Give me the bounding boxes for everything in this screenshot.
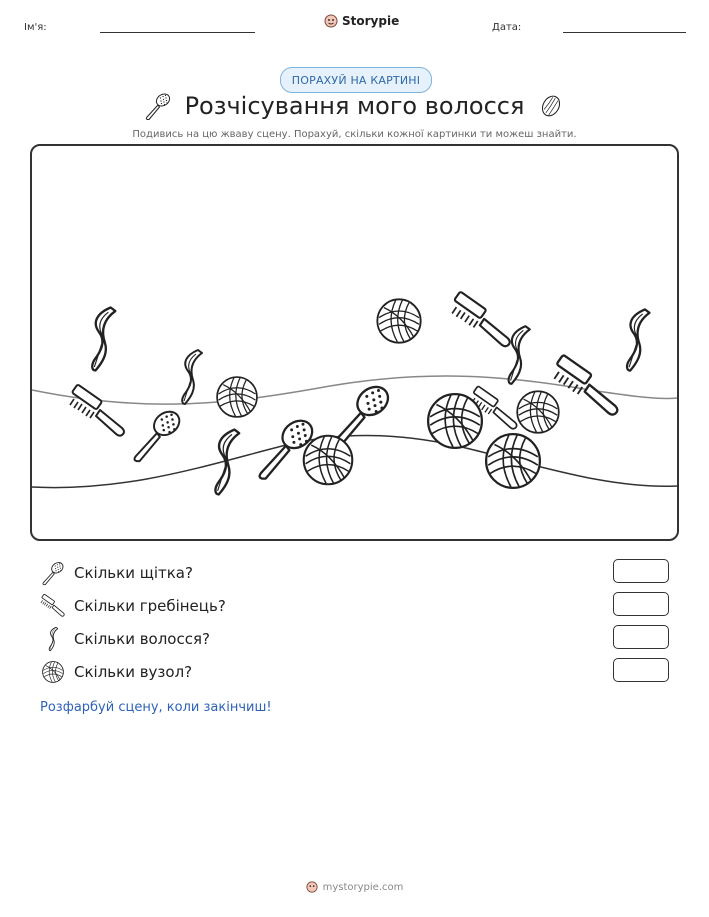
hair-item [182, 350, 202, 404]
logo-text: Storypie [342, 14, 400, 28]
answer-box-hair[interactable] [613, 625, 669, 649]
knot-item [517, 391, 559, 433]
knot-item [377, 299, 420, 342]
hair-item [92, 308, 115, 371]
footer-site: mystorypie.com [322, 881, 404, 893]
knot-item [304, 436, 353, 485]
name-field[interactable] [100, 32, 255, 33]
hair-item [509, 326, 530, 384]
comb-item [554, 355, 617, 415]
question-row [40, 659, 192, 685]
question-text: Скільки щітка? [74, 564, 193, 582]
date-field[interactable] [563, 32, 686, 33]
knot-item [486, 434, 540, 488]
logo-icon [324, 14, 338, 28]
title-knot-icon [538, 93, 564, 119]
comb-icon [40, 593, 66, 619]
page-title: Розчісування мого волосся [184, 92, 525, 120]
brush-icon [40, 560, 66, 586]
footer-logo-icon [306, 881, 318, 893]
answer-box-knot[interactable] [613, 658, 669, 682]
knot-icon [41, 660, 65, 684]
hair-item [627, 309, 649, 370]
footer [0, 881, 709, 893]
question-text: Скільки гребінець? [74, 597, 226, 615]
brush-item [134, 407, 183, 461]
knot-item [217, 377, 257, 417]
question-row [40, 626, 210, 652]
title-brush-icon [143, 91, 173, 121]
answer-box-brush[interactable] [613, 559, 669, 583]
storypie-logo [324, 14, 399, 28]
comb-item [70, 384, 124, 435]
knot-item [428, 394, 482, 448]
brush-item [334, 381, 394, 446]
date-label: Дата: [492, 22, 522, 33]
count-badge: ПОРАХУЙ НА КАРТИНІ [280, 67, 432, 93]
question-row [40, 593, 226, 619]
coloring-note: Розфарбуй сцену, коли закінчиш! [40, 700, 272, 715]
question-text: Скільки вузол? [74, 663, 193, 681]
name-label: Ім'я: [24, 22, 47, 33]
hair-icon [40, 626, 66, 652]
instructions-subtitle: Подивись на цю жваву сцену. Порахуй, скільки кожної картинки ти можеш знайти. [132, 129, 577, 140]
question-row [40, 560, 193, 586]
comb-item [452, 291, 510, 346]
answer-box-comb[interactable] [613, 592, 669, 616]
question-text: Скільки волосся? [74, 630, 210, 648]
scene-illustration [30, 144, 679, 541]
